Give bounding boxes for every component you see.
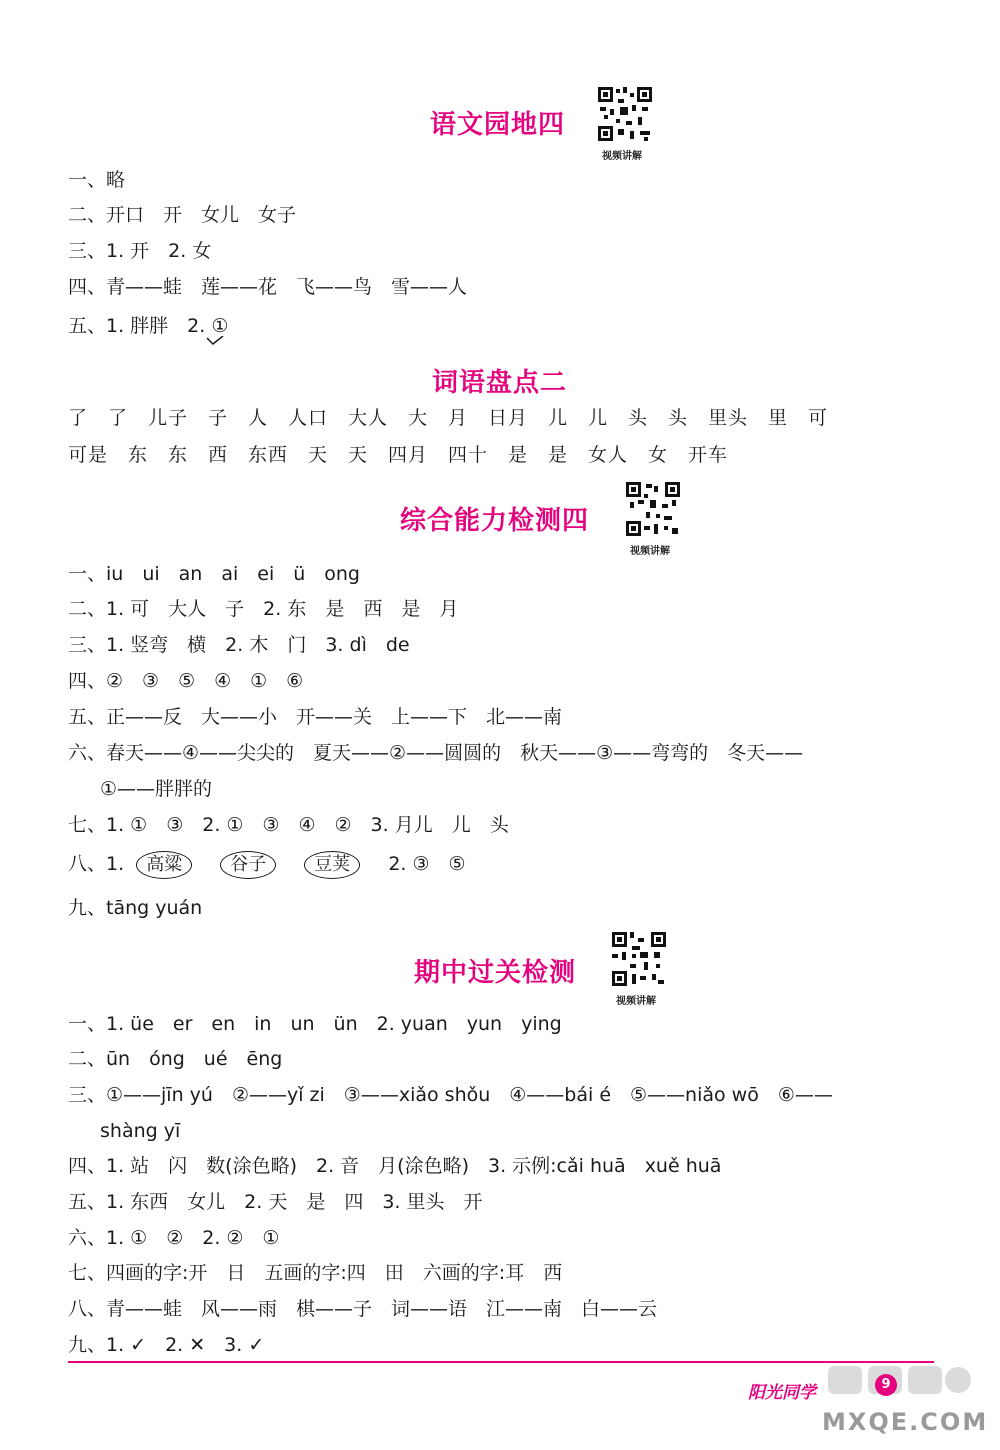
section-title-1: 语文园地四 [430, 110, 566, 140]
answer-line: 四、② ③ ⑤ ④ ① ⑥ [68, 670, 304, 692]
answer-line: 二、1. 可 大人 子 2. 东 是 西 是 月 [68, 598, 459, 620]
watermark-logo-icon [824, 1362, 974, 1398]
qr-caption: 视频讲解 [602, 151, 642, 162]
circled-word: 豆荚 [304, 851, 360, 879]
answer-line: 四、青——蛙 莲——花 飞——鸟 雪——人 [68, 276, 468, 298]
section-title-4: 期中过关检测 [414, 958, 577, 988]
brand-logo: 阳光同学 [748, 1383, 816, 1403]
vocab-line: 可是 东 东 西 东西 天 天 四月 四十 是 是 女人 女 开车 [68, 444, 729, 466]
answer-line: 五、正——反 大——小 开——关 上——下 北——南 [68, 706, 563, 728]
qr-caption: 视频讲解 [630, 546, 670, 557]
page-number: 9 [875, 1374, 897, 1396]
answer-line: 七、1. ① ③ 2. ① ③ ④ ② 3. 月儿 儿 头 [68, 814, 509, 836]
answer-line: 六、1. ① ② 2. ② ① [68, 1227, 280, 1249]
answer-suffix: 2. ③ ⑤ [388, 853, 466, 875]
answer-line: 一、1. üe er en in un ün 2. yuan yun ying [68, 1013, 562, 1035]
answer-prefix: 八、1. [68, 853, 125, 875]
answer-line: 一、iu ui an ai ei ü ong [68, 563, 360, 585]
watermark-text: MXQE.COM [822, 1408, 989, 1436]
section-title-3: 综合能力检测四 [400, 506, 590, 536]
answer-line: 一、略 [68, 169, 126, 191]
footer-divider [68, 1361, 934, 1363]
circled-word: 高粱 [136, 851, 192, 879]
answer-line-circled [68, 851, 466, 879]
answer-line: 五、1. 胖胖 2. ① [68, 315, 229, 337]
answer-line: 三、1. 开 2. 女 [68, 240, 212, 262]
vocab-line: 了 了 儿子 子 人 人口 大人 大 月 日月 儿 儿 头 头 里头 里 可 [68, 407, 829, 429]
answer-line: 八、青——蛙 风——雨 棋——子 词——语 江——南 白——云 [68, 1298, 658, 1320]
answer-line: 九、1. ✓ 2. ✕ 3. ✓ [68, 1334, 265, 1356]
answer-line: 七、四画的字:开 日 五画的字:四 田 六画的字:耳 西 [68, 1262, 563, 1284]
section-title-2: 词语盘点二 [432, 368, 568, 398]
answer-line: 四、1. 站 闪 数(涂色略) 2. 音 月(涂色略) 3. 示例:cǎi huā xuě huā [68, 1155, 722, 1177]
answer-line: 五、1. 东西 女儿 2. 天 是 四 3. 里头 开 [68, 1191, 483, 1213]
qr-code-icon [624, 480, 682, 538]
check-mark-icon [206, 336, 224, 346]
answer-line: 三、1. 竖弯 横 2. 木 门 3. dì de [68, 634, 410, 656]
answer-line: 二、ūn óng ué ēng [68, 1048, 283, 1070]
answer-line: 三、①——jīn yú ②——yǐ zi ③——xiǎo shǒu ④——bái é ⑤——niǎo wō ⑥—— [68, 1084, 833, 1106]
qr-code-icon [610, 930, 668, 988]
circled-word: 谷子 [220, 851, 276, 879]
qr-caption: 视频讲解 [616, 996, 656, 1007]
answer-line: ①——胖胖的 [100, 778, 213, 800]
answer-line: 六、春天——④——尖尖的 夏天——②——圆圆的 秋天——③——弯弯的 冬天—— [68, 742, 804, 764]
answer-line: 九、tāng yuán [68, 897, 203, 919]
qr-code-icon [596, 85, 654, 143]
answer-line: 二、开口 开 女儿 女子 [68, 204, 297, 226]
answer-line: shàng yī [100, 1120, 181, 1142]
